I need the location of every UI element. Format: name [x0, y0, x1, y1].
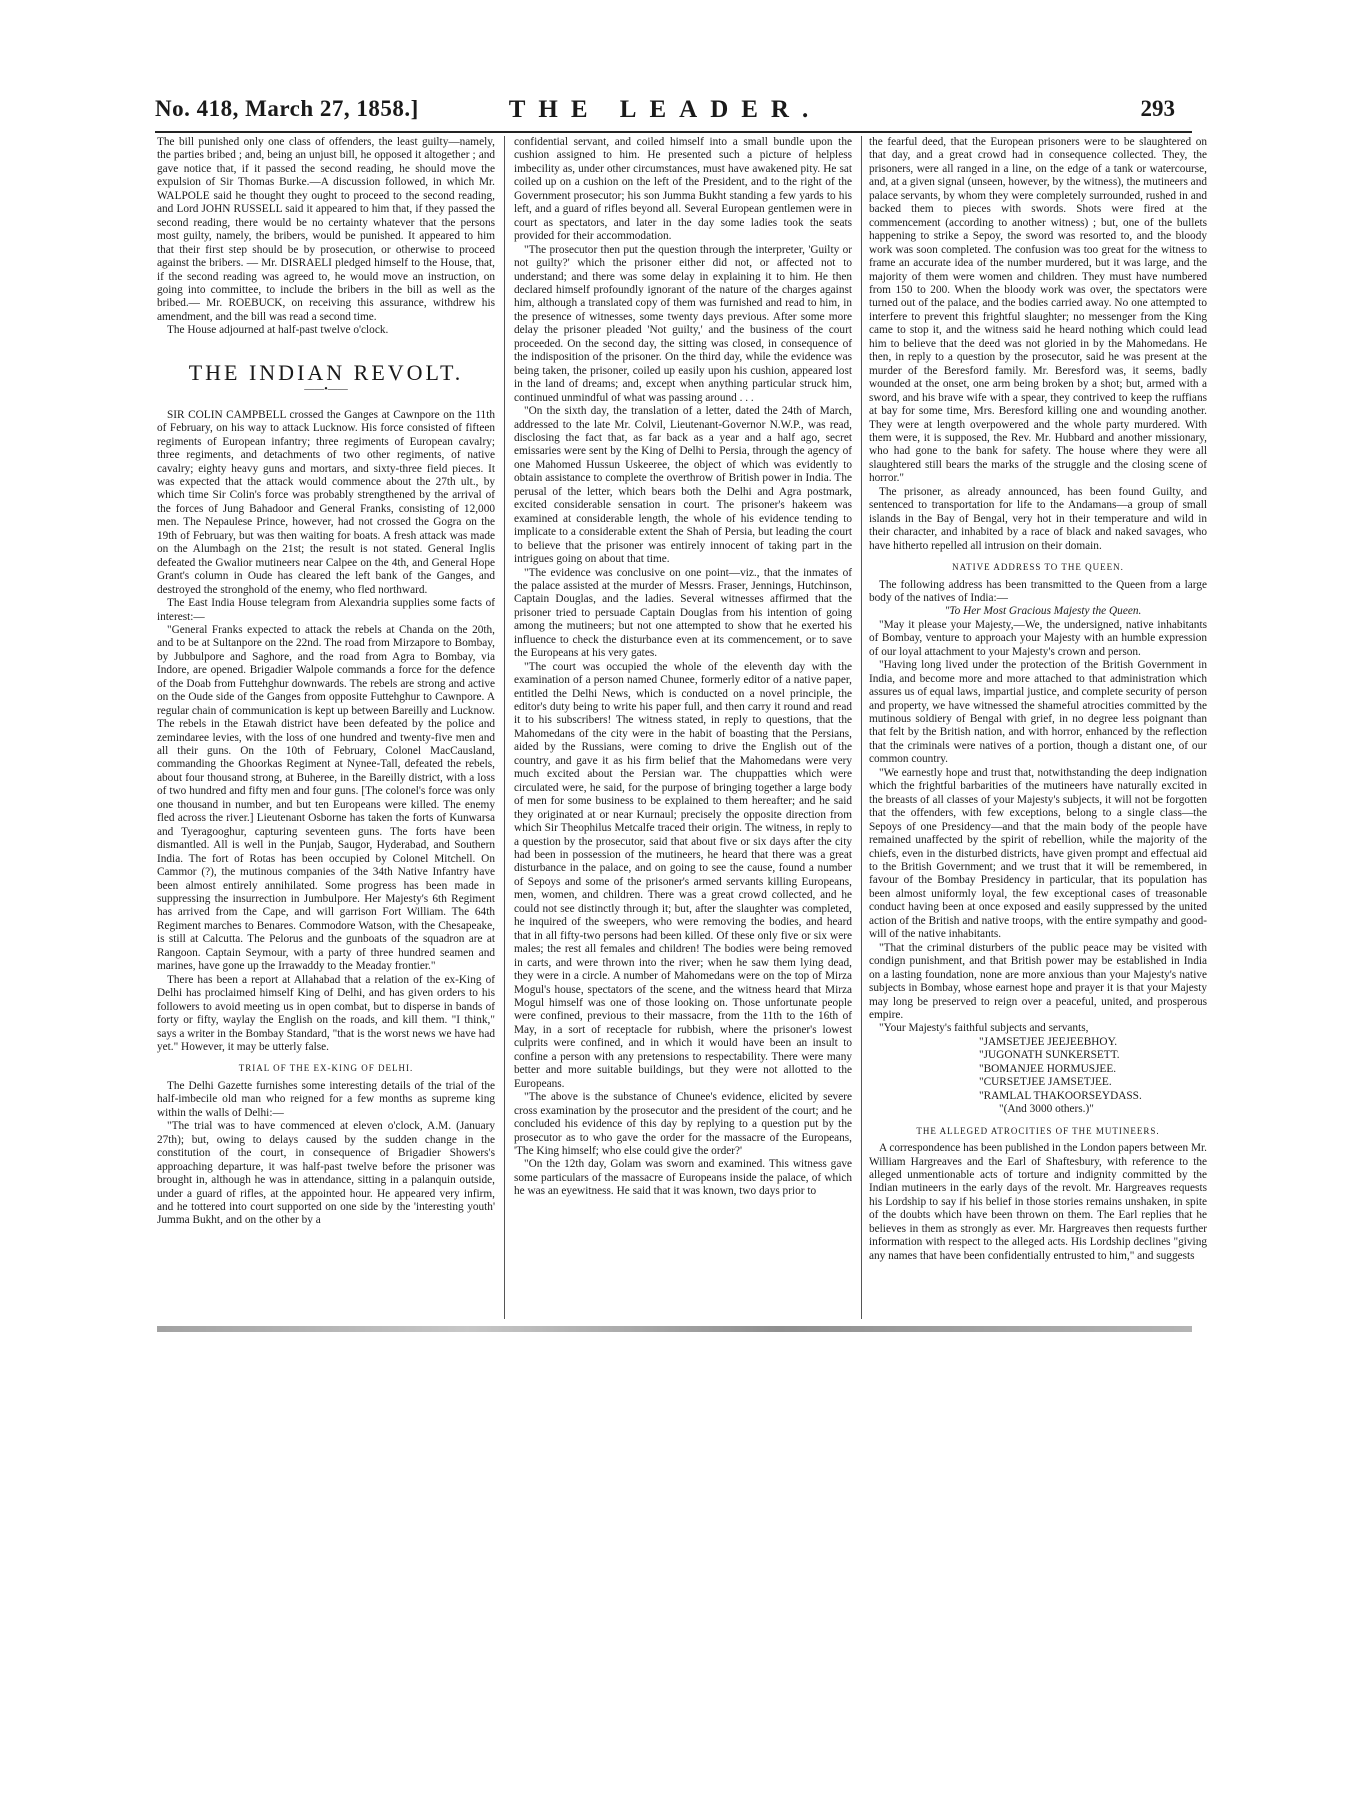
column-1: [157, 136, 495, 1228]
column-divider: [861, 136, 862, 1319]
signatory: "CURSETJEE JAMSETJEE.: [979, 1076, 1112, 1089]
paragraph: There has been a report at Allahabad that a relation of the ex-King of Delhi has proclaimed himself King of Delhi, and has given orders to his followers to avoid meeting us in open combat, but to disperse in bands of forty or fifty, waylay the English on the roads, and kill them. "I think," says a writer in the Bombay Standard, "that is the worst news we have had yet." However, it may be utterly false.: [157, 973, 495, 1053]
paragraph: "The above is the substance of Chunee's evidence, elicited by severe cross examination by the prosecutor and the president of the court; and he concluded his evidence of this day by replying to a question put by the prosecutor as to who gave the order for the massacre of the Europeans, 'The King himself; who else could give the order?': [514, 1091, 852, 1157]
paragraph: "The evidence was conclusive on one point—viz., that the inmates of the palace assisted at the murder of Messrs. Fraser, Jennings, Hutchinson, Captain Douglas, and the ladies. Several witnesses affirmed that the prisoner tried to persuade Captain Douglas from his intention of going among the mutineers; but not one attempted to show that he exerted his influence to check the disturbance even at its commencement, or to save the Europeans at his very gates.: [514, 566, 852, 660]
issue-date: No. 418, March 27, 1858.]: [155, 96, 419, 121]
subheading: THE ALLEGED ATROCITIES OF THE MUTINEERS.: [916, 1125, 1160, 1136]
paragraph: "The prosecutor then put the question through the interpreter, 'Guilty or not guilty?' which the prisoner either did not, or affected not to understand; and there was some delay in explaining it to him. He then declared himself profoundly ignorant of the nature of the charges against him, although a translated copy of them was furnished and read to him, in the presence of witnesses, some twenty days previous. After some more delay the prisoner pleaded 'Not guilty,' and the business of the court proceeded. On the second day, the sitting was closed, in consequence of the indisposition of the prisoner. On the third day, while the evidence was being taken, the prisoner, coiled up easily upon his cushion, appeared lost in the land of dreams; and, except when anything particular struck him, continued unmindful of what was passing around . . .: [514, 243, 852, 404]
paragraph: The Delhi Gazette furnishes some interesting details of the trial of the half-imbecile old man who reigned for a few months as supreme king within the walls of Delhi:—: [157, 1079, 495, 1119]
paragraph: "The trial was to have commenced at eleven o'clock, A.M. (January 27th); but, owing to delays caused by the sudden change in the constitution of the court, in consequence of Brigadier Showers's approaching departure, it was half-past twelve before the prisoner was brought in, although he was in attendance, sitting in a palanquin outside, under a guard of rifles, at the appointed hour. He appeared very infirm, and he tottered into court supported on one side by the 'interesting youth' Jumma Bukht, and on the other by a: [157, 1120, 495, 1227]
page-number: 293: [1140, 96, 1175, 121]
signatory: "BOMANJEE HORMUSJEE.: [979, 1062, 1117, 1075]
paragraph: "Having long lived under the protection of the British Government in India, and become more and more attached to that administration which assures us of equal laws, impartial justice, and complete security of person and property, we have witnessed the shameful atrocities committed by the mutinous soldiery of Bengal with grief, in no degree less poignant than that felt by the British nation, and with horror, enhanced by the reflection that the criminals were natives of a portion, though a distant one, of our common country.: [869, 659, 1207, 766]
subheading: NATIVE ADDRESS TO THE QUEEN.: [952, 562, 1124, 573]
paragraph: The bill punished only one class of offenders, the least guilty—namely, the parties bribed ; and, being an unjust bill, he opposed it altogether ; and gave notice that, if it passed the second reading, he should move the expulsion of Sir Thomas Burke.—A discussion followed, in which Mr. WALPOLE said he thought they ought to proceed to the second reading, and Lord JOHN RUSSELL said it appeared to him that, if they passed the second reading, there would be no certainty whatever that the persons most guilty, namely, the bribers, would be punished. It appeared to him that their first step should be by prosecution, or otherwise to proceed against the bribers. — Mr. DISRAELI pledged himself to the House, that, if the second reading was agreed to, he would move an instruction, on going into committee, to include the bribers in the bill as well as the bribed.— Mr. ROEBUCK, on receiving this assurance, withdrew his amendment, and the bill was read a second time.: [157, 136, 495, 323]
column-2: [514, 136, 852, 1199]
paragraph: The House adjourned at half-past twelve o'clock.: [167, 324, 389, 337]
address-salutation: "To Her Most Gracious Majesty the Queen.: [944, 605, 1142, 618]
paragraph: "General Franks expected to attack the rebels at Chanda on the 20th, and to be at Sultanpore on the 22nd. The road from Mirzapore to Bombay, by Jubbulpore and Saghore, and the road from Agra to Bombay, via Indore, are opened. Brigadier Walpole commands a force for the defence of the Doab from Futtehghur downwards. The rebels are strong and active on the Oude side of the Ganges from opposite Futtehghur to Cawnpore. A regular chain of communication is kept up between Bareilly and Lucknow. The rebels in the Etawah district have been defeated by the police and zemindaree levies, with the loss of one hundred and twenty-five men and all their guns. On the 10th of February, Colonel MacCausland, commanding the Ghoorkas Regiment at Nynee-Tall, defeated the rebels, about four thousand strong, at Buheree, in the Bareilly district, with a loss of two hundred and fifty men and four guns. [The colonel's force was only one thousand in number, and but ten Europeans were killed. The enemy fled across the river.] Lieutenant Osborne has taken the forts of Kunwarsa and Tyeragooghur, capturing seventeen guns. The forts have been dismantled. All is well in the Punjab, Saugor, Hyderabad, and Southern India. The fort of Rotas has been occupied by Colonel Mitchell. On Cammor (?), the mutinous companies of the 34th Native Infantry have been almost entirely annihilated. Some progress has been made in suppressing the insurrection in Jumbulpore. Her Majesty's 6th Regiment has arrived from the Cape, and will garrison Fort William. The 64th Regiment marches to Benares. Commodore Watson, with the Chesapeake, is still at Calcutta. The Pelorus and the gunboats of the squadron are at Rangoon. Captain Seymour, with a party of three hundred seamen and marines, have gone up the Irrawaddy to the Meaday frontier.": [157, 623, 495, 973]
masthead: THE LEADER.: [508, 96, 822, 123]
paragraph: A correspondence has been published in the London papers between Mr. William Hargreaves and the Earl of Shaftesbury, with reference to the alleged unmentionable acts of torture and indignity committed by the Indian mutineers in the early days of the revolt. Mr. Hargreaves requests his Lordship to say if his belief in those stories remains unshaken, in spite of the doubts which have been thrown on them. The Earl replies that he believes in them as strongly as ever. Mr. Hargreaves then requests further information with respect to the alleged acts. His Lordship declines "giving any names that have been confidentially entrusted to him," and suggests: [869, 1142, 1207, 1262]
signatory-others: "(And 3000 others.)": [999, 1103, 1094, 1116]
header-rule: [155, 131, 1192, 133]
page-header: [155, 96, 1175, 130]
bottom-rule: [157, 1326, 1192, 1332]
column-3: [869, 136, 1207, 1263]
signatory: "JAMSETJEE JEEJEEBHOY.: [979, 1035, 1118, 1048]
paragraph: SIR COLIN CAMPBELL crossed the Ganges at Cawnpore on the 11th of February, on his way to attack Lucknow. His force consisted of fifteen regiments of European infantry; three regiments of European cavalry; three regiments, and detachments of two other regiments, of native cavalry; eighty heavy guns and mortars, and sixty-three field pieces. It was expected that the attack would commence about the 27th ult., by which time Sir Colin's force was probably strengthened by the arrival of the forces of Jung Bahadoor and General Franks, consisting of 12,000 men. The Nepaulese Prince, however, had not crossed the Gogra on the 19th of February, but was then waiting for boats. A fresh attack was made on the Alumbagh on the 21st; the result is not stated. General Inglis defeated the Gwalior mutineers near Calpee on the 4th, and General Hope Grant's column in Oude has cleared the left bank of the Ganges, and destroyed the stronghold of the enemy, who fled northward.: [157, 408, 495, 596]
paragraph: the fearful deed, that the European prisoners were to be slaughtered on that day, and a great crowd had in consequence collected. They, the prisoners, were all ranged in a line, on the edge of a tank or watercourse, and, at a given signal (unseen, however, by the witness), the mutineers and palace servants, by whom they were completely surrounded, rushed in and backed them to pieces with swords. Shots were fired at the commencement (according to another witness) ; but, one of the bullets happening to strike a Sepoy, the sword was resorted to, and the bloody work was soon completed. The confusion was too great for the witness to frame an accurate idea of the number murdered, but it was large, and the majority of them were women and children. They must have numbered from 150 to 200. When the bloody work was over, the spectators were turned out of the palace, and the bodies carried away. No one attempted to interfere to prevent this frightful slaughter; no messenger from the King came to stop it, and the witness said he heard nothing which could lead him to believe that the deed was not gloried in by the Mahomedans. He then, in reply to a question by the prosecutor, said he was present at the murder of the Beresford family. Mr. Beresford was, it seems, badly wounded at the onset, one arm being broken by a shot; but, armed with a sword, and his brave wife with a spear, they contrived to keep the ruffians at bay for some time, Mrs. Beresford killing one and wounding another. They were at length overpowered and the whole party murdered. With them were, it is supposed, the Rev. Mr. Hubbard and another missionary, who had gone to the bank for safety. The house where they were all slaughtered still bears the marks of the struggle and the closing scene of horror.": [869, 136, 1207, 485]
paragraph: "The court was occupied the whole of the eleventh day with the examination of a person named Chunee, formerly editor of a native paper, entitled the Delhi News, which is conducted on a novel principle, the editor's duty being to write his paper full, and then carry it round and read it to his subscribers! The witness stated, in reply to questions, that the Mahomedans of the city were in the habit of boasting that the Persians, aided by the Russians, were coming to drive the English out of the country, and gave it as his firm belief that the Mahomedans were very much excited about the Persian war. The chuppatties which were circulated were, he said, for the purpose of bringing together a large body of men for some business to be explained to them hereafter; and he said they originated at or near Kurnaul; precisely the opposite direction from which Sir Theophilus Metcalfe traced their origin. The witness, in reply to a question by the prosecutor, said that about five or six days after the city had been in possession of the mutineers, he heard that there was a great disturbance in the palace, and on going to see the cause, found a number of Sepoys and some of the prisoner's armed servants killing Europeans, men, women, and children. There was a great crowd collected, and he could not see distinctly through it; but, after the slaughter was completed, he inquired of the sweepers, who were removing the bodies, and heard that in all fifty-two persons had been killed. Of these only five or six were males; the rest all females and children! The bodies were being removed in carts, and were thrown into the river; when he saw them lying dead, they were in a circle. A number of Mahomedans were on the top of Mirza Mogul's house, spectators of the scene, and the witness heard that Mirza Mogul himself was one of those looking on. Those unfortunate people were confined, previous to their massacre, from the 11th to the 16th of May, in a sort of receptacle for rubbish, where the prisoner's lowest culprits were confined, and in which it would have been an insult to confine a person with any pretensions to respectability. There were many better and more suitable buildings, but they were not allotted to the Europeans.: [514, 660, 852, 1090]
paragraph: The East India House telegram from Alexandria supplies some facts of interest:—: [157, 597, 495, 623]
signatory: "JUGONATH SUNKERSETT.: [979, 1049, 1120, 1062]
paragraph: "Your Majesty's faithful subjects and servants,: [879, 1022, 1089, 1035]
paragraph: The following address has been transmitted to the Queen from a large body of the natives of India:—: [869, 578, 1207, 604]
paragraph: confidential servant, and coiled himself into a small bundle upon the cushion assigned to him. He presented such a picture of helpless imbecility as, under other circumstances, must have awakened pity. He sat coiled up on a cushion on the left of the President, and to the right of the Government prosecutor; his son Jumma Bukht standing a few yards to his left, and a guard of rifles beyond all. Several European gentlemen were in court as spectators, and later in the day some ladies took the seats provided for their accommodation.: [514, 136, 852, 243]
ornament-divider: ——•——: [304, 384, 348, 396]
paragraph: "On the 12th day, Golam was sworn and examined. This witness gave some particulars of the massacre of Europeans inside the palace, of which he was an eyewitness. He said that it was known, two days prior to: [514, 1158, 852, 1198]
paragraph: The prisoner, as already announced, has been found Guilty, and sentenced to transportation for life to the Andamans—a group of small islands in the Bay of Bengal, very hot in their temperature and wild in their character, and inhabited by a race of black and naked savages, who have hitherto repelled all intrusion on their domain.: [869, 485, 1207, 552]
paragraph: "We earnestly hope and trust that, notwithstanding the deep indignation which the frightful barbarities of the mutineers have naturally excited in the breasts of all classes of your Majesty's subjects, it will not be forgotten that the offenders, with few exceptions, belong to a single class—the Sepoys of one Presidency—and that the main body of the people have remained unaffected by the spirit of rebellion, while the majority of the chiefs, even in the disturbed districts, have given prompt and effectual aid to the British Government; and we trust that it will be remembered, in favour of the Bombay Presidency in particular, that its population has been almost uniformly loyal, the few exceptional cases of treasonable conduct having been at once exposed and easily suppressed by the united action of the British and native troops, with the entire sympathy and good-will of the native inhabitants.: [869, 766, 1207, 941]
paragraph: "On the sixth day, the translation of a letter, dated the 24th of March, addressed to the late Mr. Colvil, Lieutenant-Governor N.W.P., was read, disclosing the fact that, as far back as a year and a half ago, secret emissaries were sent by the King of Delhi to Persia, through the agency of one Mahomed Hussun Uskeeree, the object of which was evidently to obtain assistance to complete the overthrow of British power in India. The perusal of the letter, which bears both the Delhi and Agra postmark, excited considerable sensation in court. The prisoner's hakeem was examined at considerable length, the whole of his evidence tending to implicate to a considerable extent the Shah of Persia, but leading the court to believe that the prisoner was entirely innocent of taking part in the intrigues going on about that time.: [514, 405, 852, 566]
section-title: THE INDIAN REVOLT.: [188, 359, 464, 385]
column-divider: [504, 136, 505, 1319]
signatory: "RAMLAL THAKOORSEYDASS.: [979, 1089, 1142, 1102]
paragraph: "That the criminal disturbers of the public peace may be visited with condign punishment, and that British power may be established in India on a lasting foundation, none are more anxious than your Majesty's native subjects in Bombay, whose earnest hope and prayer it is that your Majesty may long be preserved to reign over a peaceful, united, and prosperous empire.: [869, 941, 1207, 1021]
paragraph: "May it please your Majesty,—We, the undersigned, native inhabitants of Bombay, venture to approach your Majesty with an humble expression of our loyal attachment to your Majesty's crown and person.: [869, 618, 1207, 658]
subheading: TRIAL OF THE EX-KING OF DELHI.: [238, 1063, 414, 1074]
